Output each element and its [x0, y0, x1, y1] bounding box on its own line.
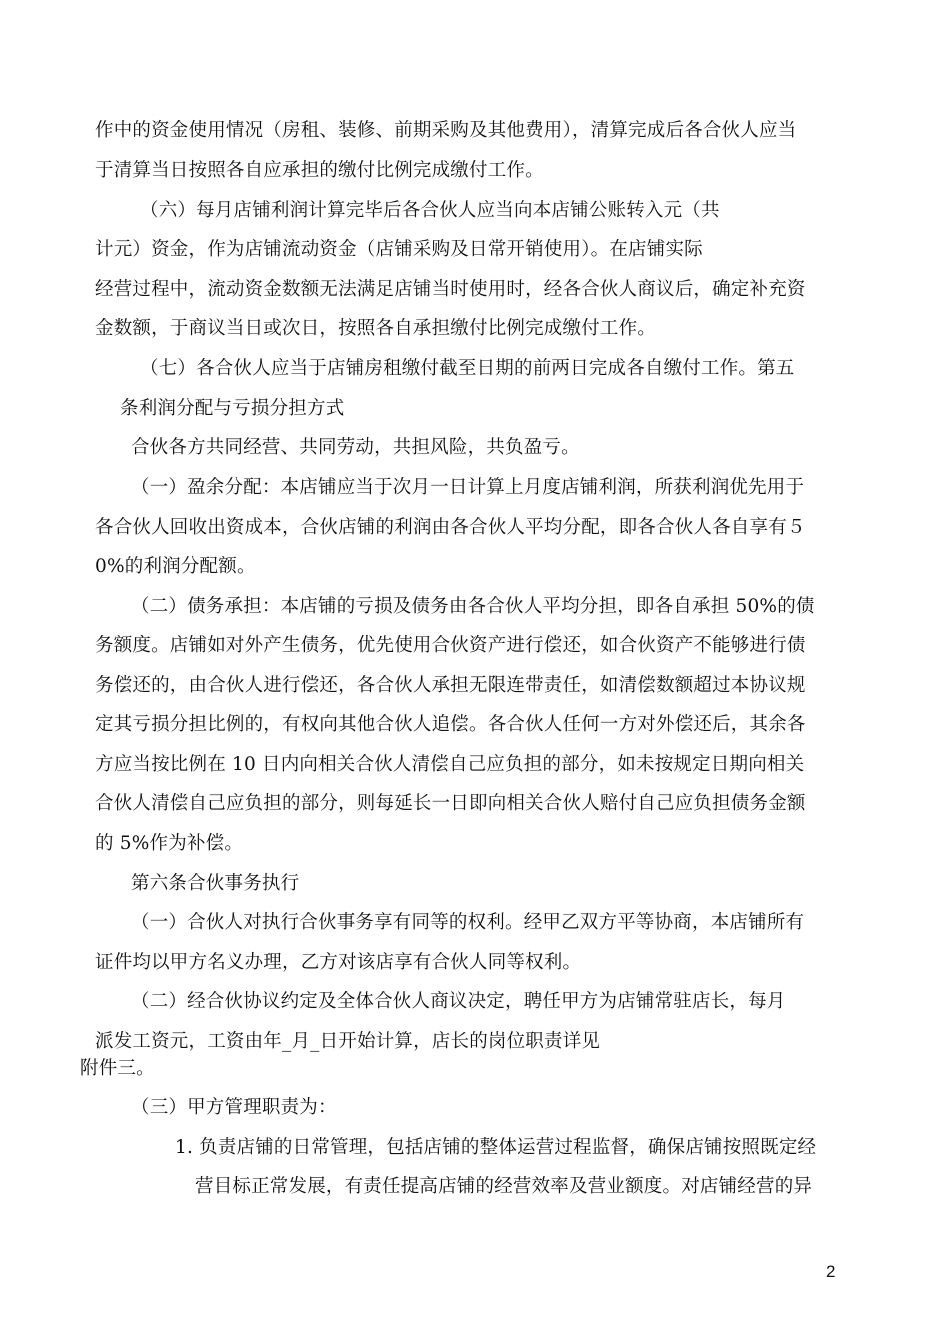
text-line: （六）每月店铺利润计算完毕后各合伙人应当向本店铺公账转入元（共 — [140, 200, 720, 221]
text-line: 附件三。 — [80, 1058, 155, 1079]
text-line: 条利润分配与亏损分担方式 — [120, 398, 345, 419]
text-line: （二）债务承担：本店铺的亏损及债务由各合伙人平均分担，即各自承担 50%的债 — [131, 596, 815, 617]
text-line: 证件均以甲方名义办理，乙方对该店享有合伙人同等权利。 — [95, 952, 582, 973]
text-line: 经营过程中，流动资金数额无法满足店铺当时使用时，经各合伙人商议后，确定补充资 — [95, 279, 806, 300]
text-line: （二）经合伙协议约定及全体合伙人商议决定，聘任甲方为店铺常驻店长，每月 — [131, 991, 786, 1012]
text-line: （一）合伙人对执行合伙事务享有同等的权利。经甲乙双方平等协商，本店铺所有 — [131, 912, 805, 933]
text-line: （一）盈余分配：本店铺应当于次月一日计算上月度店铺利润，所获利润优先用于 — [131, 477, 805, 498]
text-line: 0%的利润分配额。 — [95, 556, 256, 577]
list-item-continuation: 营目标正常发展，有责任提高店铺的经营效率及营业额度。对店铺经营的异 — [195, 1176, 813, 1197]
text-line: 计元）资金，作为店铺流动资金（店铺采购及日常开销使用）。在店铺实际 — [95, 239, 703, 260]
text-line: 派发工资元，工资由年_月_日开始计算，店长的岗位职责详见 — [95, 1031, 601, 1052]
text-line: 合伙人清偿自己应负担的部分，则每延长一日即向相关合伙人赔付自己应负担债务金额 — [95, 793, 806, 814]
text-line: 各合伙人回收出资成本，合伙店铺的利润由各合伙人平均分配，即各合伙人各自享有５ — [95, 517, 806, 538]
text-line: 合伙各方共同经营、共同劳动，共担风险，共负盈亏。 — [131, 437, 580, 458]
section-heading: 第六条合伙事务执行 — [131, 873, 300, 894]
text-line: 于清算当日按照各自应承担的缴付比例完成缴付工作。 — [95, 160, 544, 181]
text-line: 金数额，于商议当日或次日，按照各自承担缴付比例完成缴付工作。 — [95, 318, 657, 339]
list-item: 1. 负责店铺的日常管理，包括店铺的整体运营过程监督，确保店铺按照既定经 — [175, 1137, 817, 1158]
text-line: （七）各合伙人应当于店铺房租缴付截至日期的前两日完成各自缴付工作。第五 — [140, 358, 795, 379]
text-line: （三）甲方管理职责为： — [131, 1097, 337, 1118]
text-line: 方应当按比例在 10 日内向相关合伙人清偿自己应负担的部分，如未按规定日期向相关 — [95, 754, 805, 775]
text-line: 的 5%作为补偿。 — [95, 833, 244, 854]
text-line: 务额度。店铺如对外产生债务，优先使用合伙资产进行偿还，如合伙资产不能够进行债 — [95, 635, 806, 656]
text-line: 定其亏损分担比例的，有权向其他合伙人追偿。各合伙人任何一方对外偿还后，其余各 — [95, 714, 806, 735]
text-line: 务偿还的，由合伙人进行偿还，各合伙人承担无限连带责任，如清偿数额超过本协议规 — [95, 675, 806, 696]
page-number: 2 — [826, 1262, 836, 1281]
text-line: 作中的资金使用情况（房租、装修、前期采购及其他费用），清算完成后各合伙人应当 — [95, 120, 797, 141]
